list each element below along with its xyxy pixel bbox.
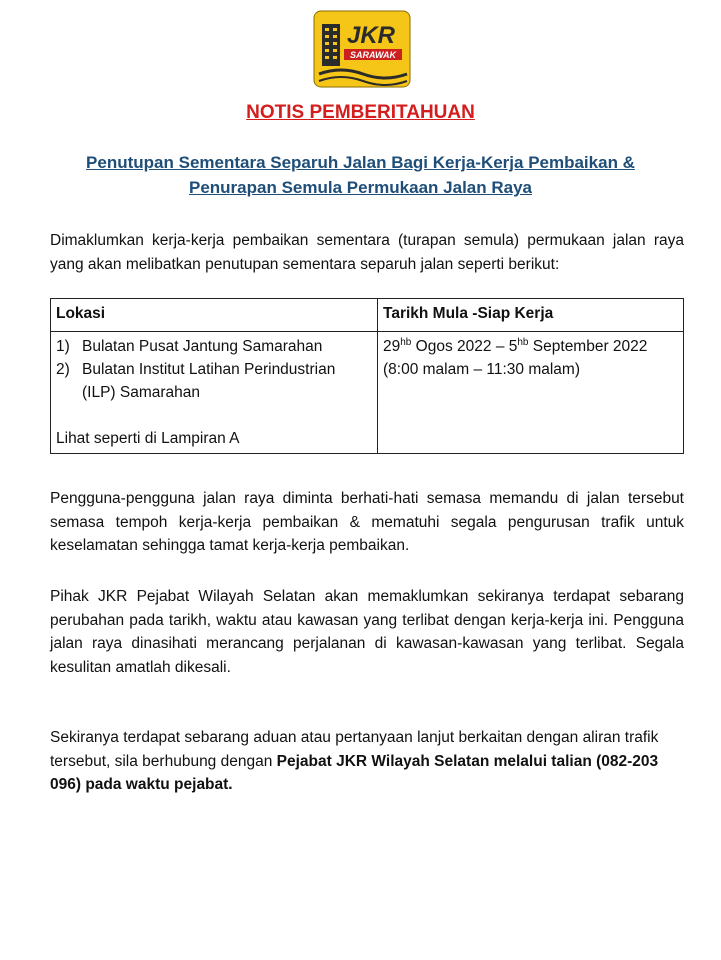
header-date: Tarikh Mula -Siap Kerja: [378, 299, 684, 332]
contact-details: Pejabat JKR Wilayah Selatan melalui talian (082-203 096) pada waktu pejabat.: [50, 752, 659, 793]
location-item-2: [56, 358, 372, 404]
date-cell: [378, 332, 684, 454]
table-header-row: [51, 299, 684, 332]
logo-region-text: SARAWAK: [349, 50, 397, 60]
subtitle-line-2: Penurapan Semula Permukaan Jalan Raya: [189, 178, 532, 197]
logo-brand-text: JKR: [346, 22, 396, 49]
header-location: Lokasi: [51, 299, 378, 332]
notice-title: NOTIS PEMBERITAHUAN: [246, 102, 475, 123]
location-number: 1): [56, 338, 70, 355]
time-range: (8:00 malam – 11:30 malam): [383, 361, 580, 378]
caution-paragraph: Pengguna-pengguna jalan raya diminta berhati-hati semasa memandu di jalan tersebut semasa tempoh kerja-kerja pembaikan & mematuhi segala pengurusan trafik untuk keselamatan sehingga tamat kerja-kerja pembaikan.: [50, 490, 684, 554]
closure-table: [50, 298, 684, 454]
location-cell: [51, 332, 378, 454]
subtitle-line-1: Penutupan Sementara Separuh Jalan Bagi Kerja-Kerja Pembaikan &: [86, 153, 635, 172]
location-name: Bulatan Pusat Jantung Samarahan: [82, 338, 323, 355]
location-name: Bulatan Institut Latihan Perindustrian (ILP) Samarahan: [82, 361, 336, 401]
date-range: $29^{hb}$ Ogos $2022 - 5^{hb}$ September 2022: [383, 336, 648, 355]
location-item-1: [56, 335, 372, 358]
changes-paragraph: Pihak JKR Pejabat Wilayah Selatan akan memaklumkan sekiranya terdapat sebarang perubahan pada tarikh, waktu atau kawasan yang terlibat dengan kerja-kerja ini. Pengguna jalan raya dinasihati merancang perjalanan di kawasan-kawasan yang terlibat. Segala kesulitan amatlah dikesali.: [50, 588, 684, 676]
notice-subtitle: [40, 150, 681, 200]
appendix-note: Lihat seperti di Lampiran A: [56, 430, 240, 447]
jkr-sarawak-logo: [313, 10, 411, 88]
intro-paragraph: Dimaklumkan kerja-kerja pembaikan sementara (turapan semula) permukaan jalan raya yang akan melibatkan penutupan sementara separuh jalan seperti berikut:: [50, 232, 684, 273]
location-number: 2): [56, 361, 70, 378]
contact-paragraph: Sekiranya terdapat sebarang aduan atau pertanyaan lanjut berkaitan dengan aliran trafik tersebut, sila berhubung dengan Pejabat JKR Wilayah Selatan melalui talian (082-203 096) pada waktu pejabat.: [50, 729, 659, 793]
table-row: [51, 332, 684, 454]
building-icon: [322, 24, 340, 66]
